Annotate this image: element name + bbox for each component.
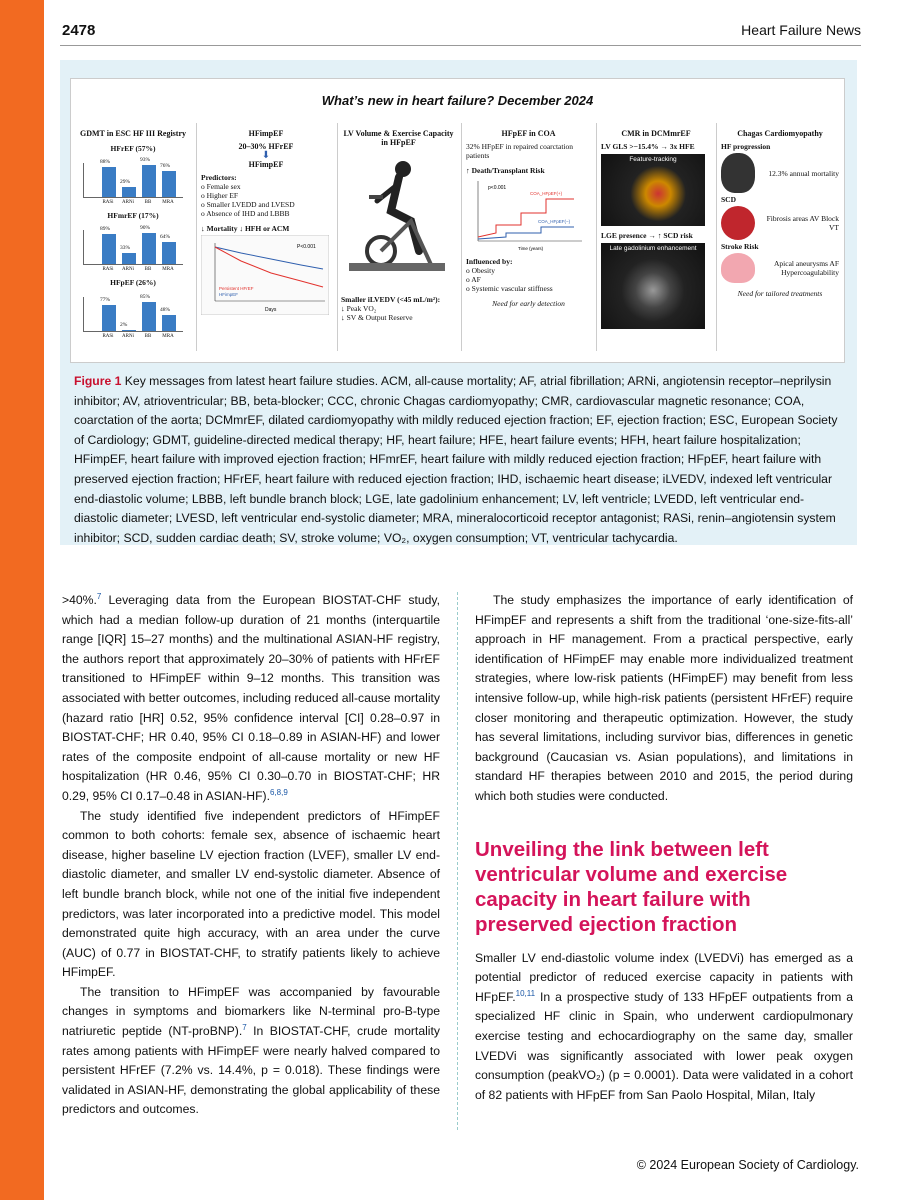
- chagas-scd-items: Fibrosis areas AV Block VT: [766, 214, 839, 232]
- orange-side-bar: [0, 0, 44, 1200]
- legend-persistent: Persistent HFrEF: [219, 286, 254, 291]
- gdmt-bar-label: 33%: [120, 244, 131, 251]
- gdmt-bar: [100, 296, 116, 331]
- panel-chagas: [721, 129, 839, 351]
- coa-note: Need for early detection: [492, 299, 565, 308]
- citation[interactable]: 7: [96, 591, 102, 601]
- gdmt-group-title: HFpEF (26%): [110, 278, 156, 287]
- gdmt-bar: [100, 159, 116, 197]
- gdmt-drug-label: BB: [144, 200, 152, 205]
- cmr-gls: LV GLS >−15.4% → 3x HFE: [601, 142, 695, 151]
- survival-x-axis: Days: [265, 307, 277, 313]
- feature-tracking-label: Feature-tracking: [629, 156, 677, 163]
- survival-curve-chart: [201, 235, 329, 315]
- citation[interactable]: 7: [242, 1023, 247, 1032]
- chagas-stroke-items: Apical aneurysms AF Hypercoagulability: [774, 259, 839, 277]
- survival-p-value: P<0.001: [297, 244, 316, 250]
- left-column: [62, 591, 440, 1120]
- gdmt-bar-label: 48%: [160, 306, 171, 313]
- gdmt-drug-label: MRA: [162, 267, 174, 272]
- exercise-bike-icon: [341, 151, 456, 281]
- coa-curve-label: COA_HFpEF(+): [530, 191, 563, 196]
- column-divider: [457, 592, 458, 1130]
- coa-influenced-title: Influenced by:: [466, 257, 513, 266]
- citation[interactable]: 10,11: [515, 988, 536, 998]
- gdmt-drug-label: RASi: [102, 200, 114, 205]
- heart-icon: [721, 206, 755, 240]
- gdmt-drug-label: ARNi: [122, 334, 134, 339]
- cmr-title: CMR in DCMmrEF: [621, 129, 691, 138]
- figure-caption: [74, 372, 844, 548]
- panel-separator: [596, 123, 597, 351]
- gdmt-drug-label: BB: [144, 334, 152, 339]
- predictor-item: o Absence of IHD and LBBB: [201, 209, 290, 218]
- gdmt-bar-label: 76%: [160, 163, 171, 170]
- lge-image: [601, 243, 705, 329]
- predictor-item: o Higher EF: [201, 191, 239, 200]
- gdmt-bar-label: 29%: [120, 179, 131, 186]
- panel-separator: [196, 123, 197, 351]
- feature-tracking-image: [601, 154, 705, 226]
- gdmt-bar-label: 2%: [120, 322, 128, 328]
- gdmt-bar-chart: [83, 157, 183, 198]
- gdmt-drug-label: ARNi: [122, 200, 134, 205]
- gdmt-bar: [120, 179, 136, 197]
- chagas-stroke: Stroke Risk: [721, 242, 759, 251]
- panel-separator: [716, 123, 717, 351]
- gdmt-group-title: HFrEF (57%): [110, 144, 156, 153]
- gdmt-bar-chart: [83, 225, 183, 265]
- coa-x-axis: Time (years): [518, 246, 544, 251]
- panel-gdmt: [79, 129, 187, 351]
- figure-image: [70, 78, 845, 363]
- gdmt-bar: [140, 294, 156, 331]
- coa-influence-item: o Obesity: [466, 266, 495, 275]
- hfimpef-line1: 20–30% HFrEF: [238, 142, 294, 151]
- lv-title: LV Volume & Exercise Capacity in HFpEF: [343, 129, 454, 147]
- gdmt-chart: [79, 144, 187, 339]
- coa-hfpef-minus-curve: [478, 227, 574, 239]
- citation[interactable]: 6,8,9: [269, 787, 288, 797]
- journal-section-title: Heart Failure News: [741, 22, 861, 38]
- coa-stat: 32% HFpEF in repaired coarctation patients: [466, 142, 574, 160]
- hfimpef-line2: HFimpEF: [248, 160, 284, 169]
- coa-risk: ↑ Death/Transplant Risk: [466, 166, 545, 175]
- panel-coa: [466, 129, 591, 351]
- gdmt-bar: [140, 225, 156, 264]
- coa-km-chart: [466, 175, 586, 255]
- gdmt-drug-label: RASi: [102, 334, 114, 339]
- paragraph: The transition to HFimpEF was accompanied by favourable changes in symptoms and biomarkers like N-terminal pro-B-type natriuretic peptide (NT-proBNP).$^7$ In BIOSTAT-CHF, crude mortality rates among patients with HFimpEF were nearly halved compared to persistent HFrEF (7.2% vs. 14.4%, p = 0.018). These findings were validated in ASIAN-HF, demonstrating the global applicability of these predictors and outcomes.: [62, 984, 440, 1117]
- coa-curve-label: COA_HFpEF(−): [538, 219, 571, 224]
- lv-smaller: Smaller iLVEDV (<45 mL/m²):: [341, 295, 441, 304]
- legend-hfimpef: HFimpEF: [219, 292, 238, 297]
- cmr-lge: LGE presence → ↑ SCD risk: [601, 231, 693, 240]
- chagas-scd: SCD: [721, 195, 737, 204]
- coa-influence-item: o AF: [466, 275, 481, 284]
- panel-lv-volume: [341, 129, 456, 351]
- gdmt-bar: [120, 322, 136, 331]
- lv-effect: ↓ SV & Output Reserve: [341, 313, 413, 322]
- panel-separator: [461, 123, 462, 351]
- gdmt-bar: [120, 244, 136, 264]
- gdmt-bar: [160, 234, 176, 264]
- copyright-footer: © 2024 European Society of Cardiology.: [636, 1158, 859, 1172]
- down-arrow-icon: ⬇: [261, 150, 271, 161]
- figure-title: What’s new in heart failure? December 2024: [321, 93, 594, 108]
- gdmt-title: GDMT in ESC HF III Registry: [79, 129, 186, 138]
- hfimpef-title: HFimpEF: [248, 129, 284, 138]
- hfimpef-mortality: ↓ Mortality ↓ HFH or ACM: [201, 224, 290, 233]
- right-column: [475, 591, 853, 1105]
- predictor-item: o Smaller LVEDD and LVESD: [201, 200, 295, 209]
- paragraph: Smaller LV end-diastolic volume index (LVEDVi) has emerged as a potential predictor of reduced exercise capacity in patients with HFpEF.$^{10,11}$ In a prospective study of 133 HFpEF outpatients from a specialized HF clinic in Spain, who underwent cardiopulmonary exercise testing and echocardiography on the same day, smaller LVEDVi was significantly associated with lower peak oxygen consumption (peakVO₂) (p = 0.0001). Data were validated in a cohort of 82 patients with HFpEF from San Paolo Hospital, Milan, Italy: [475, 950, 853, 1102]
- gdmt-bar-label: 85%: [140, 294, 151, 301]
- lv-effect: ↓ Peak VO₂: [341, 304, 377, 313]
- predictor-item: o Female sex: [201, 182, 241, 191]
- gdmt-bar-label: 89%: [100, 225, 111, 232]
- gdmt-bar-label: 77%: [100, 296, 111, 303]
- gdmt-bar-chart: [83, 294, 183, 332]
- coa-influence-item: o Systemic vascular stiffness: [466, 284, 553, 293]
- coa-title: HFpEF in COA: [501, 129, 556, 138]
- paragraph: The study emphasizes the importance of early identification of HFimpEF and represents a shift from the traditional ‘one-size-fits-all’ approach in HF management. From a practical perspective, early identification of HFimpEF may enable more individualized treatment strategies, where low-risk patients (HFimpEF) may benefit from less intensive follow-up, while high-risk patients (persistent HFrEF) require closer monitoring and therapeutic optimization. However, the study has several limitations, including survivor bias, differences in genetic background (Caucasian vs. Asian populations), and limitations in standard HF therapies between 2010 and 2015, the period during which both studies were conducted.: [475, 593, 853, 803]
- gdmt-bar: [160, 163, 176, 197]
- brain-icon: [721, 253, 755, 283]
- coa-p-value: p<0.001: [488, 185, 507, 191]
- coa-hfpef-plus-curve: [478, 199, 574, 237]
- gdmt-drug-label: BB: [144, 267, 152, 272]
- section-heading: Unveiling the link between left ventricular volume and exercise capacity in heart failure with preserved ejection fraction: [475, 837, 788, 936]
- predictors-title: Predictors:: [201, 173, 237, 182]
- gdmt-group-title: HFmrEF (17%): [107, 211, 159, 220]
- paragraph: The study identified five independent predictors of HFimpEF common to both cohorts: female sex, absence of ischaemic heart disease, higher baseline LV ejection fraction (LVEF), smaller LV end-diastolic diameter, and smaller LV end-systolic diameter. Absence of left bundle branch block, while not one of the initial five independent predictors, was later incorporated into a predictive model. This model demonstrated quite high accuracy, with an area under the curve (AUC) of 0.77 in BIOSTAT-CHF, to stratify patients likely to achieve HFimpEF.: [62, 808, 440, 980]
- gdmt-drug-label: MRA: [162, 334, 174, 339]
- chagas-mortality: 12.3% annual mortality: [768, 168, 839, 178]
- gdmt-drug-label: ARNi: [122, 267, 134, 272]
- gdmt-drug-label: RASi: [102, 267, 114, 272]
- caption-text: Key messages from latest heart failure studies. ACM, all-cause mortality; AF, atrial fibrillation; ARNi, angiotensin receptor–neprilysin inhibitor; AV, atrioventricular; BB, beta-blocker; CCC, chronic Chagas cardiomyopathy; CMR, cardiovascular magnetic resonance; COA, coarctation of the aorta; DCMmrEF, dilated cardiomyopathy with mildly reduced ejection fraction; EF, ejection fraction; ESC, European Society of Cardiology; GDMT, guideline-directed medical therapy; HF, heart failure; HFE, heart failure events; HFH, heart failure hospitalization; HFimpEF, heart failure with improved ejection fraction; HFmrEF, heart failure with mildly reduced ejection fraction; HFpEF, heart failure with preserved ejection fraction; HFrEF, heart failure with reduced ejection fraction; IHD, ischaemic heart disease; iLVEDV, indexed left ventricular end-diastolic volume; LBBB, left bundle branch block; LGE, late gadolinium enhancement; LV, left ventricle; LVEDD, left ventricular end-diastolic diameter; LVESD, left ventricular end-systolic diameter; MRA, mineralocorticoid receptor antagonist; RASi, renin–angiotensin system inhibitor; SCD, sudden cardiac death; SV, stroke volume; VO₂, oxygen consumption; VT, ventricular tachycardia.: [74, 374, 838, 545]
- gdmt-bar-label: 64%: [160, 234, 171, 241]
- paragraph: >40%.$^7$ Leveraging data from the European BIOSTAT-CHF study, which had a median follow-up duration of 21 months (interquartile range [IQR] 15–27 months) and the multinational ASIAN-HF registry, the authors report that approximately 20–30% of patients with HFrEF transitioned to HFimpEF within 9–12 months. This transition was associated with better outcomes, including reduced all-cause mortality (hazard ratio [HR] 0.52, 95% confidence interval [CI] 0.28–0.97 in BIOSTAT-CHF; HR 0.40, 95% CI 0.18–0.89 in ASIAN-HF) and lower rates of the composite endpoint of all-cause mortality or new HF hospitalization (HR 0.46, 95% CI 0.30–0.70 in BIOSTAT-CHF; HR 0.29, 95% CI 0.17–0.48 in ASIAN-HF).$^{6,8,9}$: [62, 591, 441, 803]
- gdmt-bar: [100, 225, 116, 264]
- caption-label: Figure 1: [74, 374, 122, 388]
- chagas-title: Chagas Cardiomyopathy: [737, 129, 823, 138]
- lge-image-label: Late gadolinium enhancement: [609, 245, 697, 252]
- gdmt-bar: [140, 157, 156, 197]
- gdmt-bar-label: 88%: [100, 159, 111, 166]
- gdmt-drug-label: MRA: [162, 200, 174, 205]
- heart-scan-icon: [721, 153, 755, 193]
- chagas-note: Need for tailored treatments: [737, 289, 823, 298]
- panel-separator: [337, 123, 338, 351]
- gdmt-bar: [160, 306, 176, 331]
- panel-hfimpef: [201, 129, 331, 351]
- gdmt-bar-label: 93%: [140, 157, 151, 164]
- chagas-progression: HF progression: [721, 142, 771, 151]
- gdmt-bar-label: 90%: [140, 225, 151, 232]
- panel-cmr: [601, 129, 711, 351]
- page-number: 2478: [62, 22, 96, 39]
- header-rule: [60, 45, 861, 46]
